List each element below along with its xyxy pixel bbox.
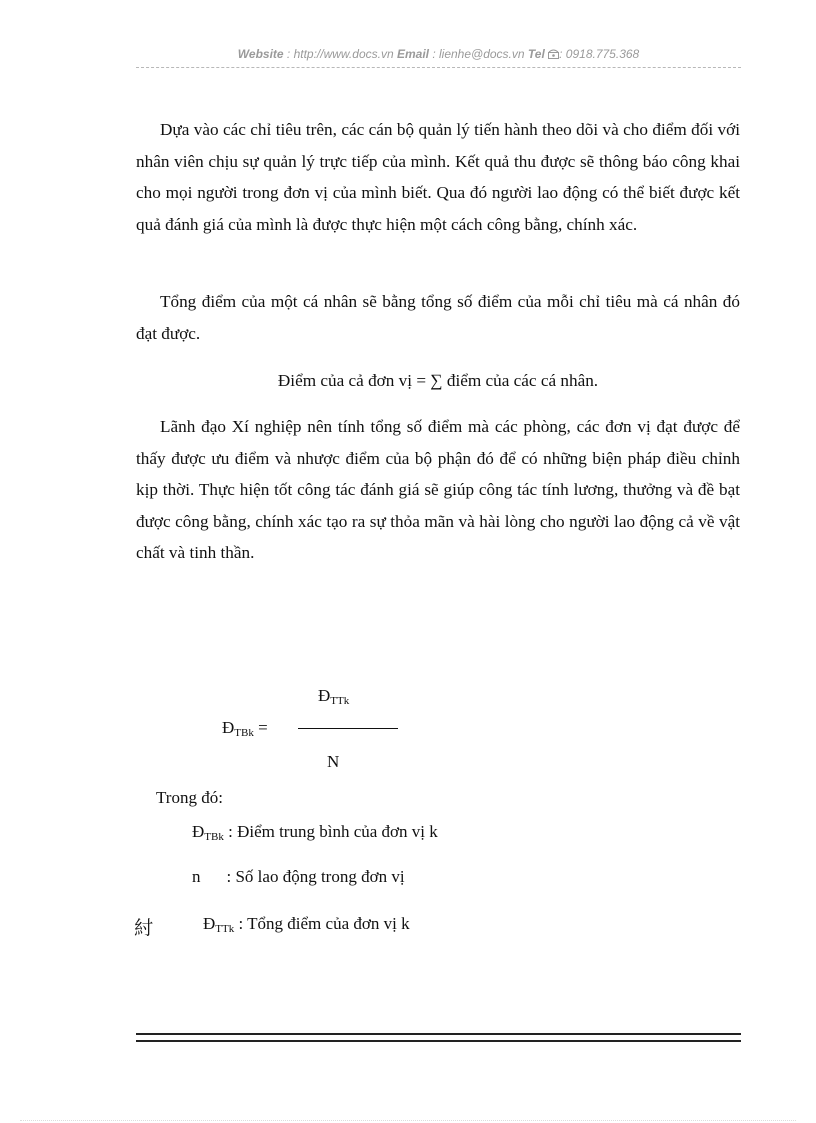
tel-number: : 0918.775.368 bbox=[559, 47, 640, 61]
legend-item-average: $Đ_{TBk}$ : Điểm trung bình của đơn vị k bbox=[192, 822, 438, 843]
website-label: Website bbox=[237, 47, 284, 61]
email-address[interactable]: : lienhe@docs.vn bbox=[428, 47, 528, 61]
page-bottom-border bbox=[20, 1120, 796, 1121]
legend-item-total: $Đ_{TTk}$ : Tổng điểm của đơn vị k bbox=[203, 914, 410, 935]
formula-numerator: $Đ_{TTk}$ bbox=[318, 686, 350, 707]
tel-label: Tel bbox=[527, 47, 545, 61]
paragraph-total-score: Tổng điểm của một cá nhân sẽ bằng tổng số điểm của mỗi chỉ tiêu mà cá nhân đó đạt được. bbox=[136, 292, 740, 343]
website-url[interactable]: : http://www.docs.vn bbox=[283, 47, 397, 61]
formula-lhs: $Đ_{TBk}$ = bbox=[222, 718, 268, 739]
footer-rule bbox=[136, 1033, 741, 1042]
legend-item-workers: n : Số lao động trong đơn vị bbox=[192, 867, 405, 886]
paragraph-leadership: Lãnh đạo Xí nghiệp nên tính tổng số điểm mà các phòng, các đơn vị đạt được để thấy được ưu điểm và nhược điểm của bộ phận đó để có những biện pháp điều chỉnh kịp thời. Thực hiện tốt công tác đánh giá sẽ giúp công tác tính lương, thưởng và đề bạt được công bằng, chính xác tạo ra sự thỏa mãn và hài lòng cho người lao động cả về vật chất và tinh thần. bbox=[136, 417, 740, 562]
paragraph-evaluation: Dựa vào các chỉ tiêu trên, các cán bộ quản lý tiến hành theo dõi và cho điểm đối với nhân viên chịu sự quản lý trực tiếp của mình. Kết quả thu được sẽ thông báo công khai cho mọi người trong đơn vị của mình biết. Qua đó người lao động có thể biết được kết quả đánh giá của mình là được thực hiện một cách công bằng, chính xác. bbox=[136, 120, 740, 234]
fraction-bar bbox=[298, 728, 398, 729]
stray-glyph: 紂 bbox=[134, 918, 154, 939]
email-label: Email bbox=[396, 47, 429, 61]
page-header bbox=[136, 47, 741, 61]
formula-denominator: N bbox=[327, 752, 340, 771]
legend-title: Trong đó: bbox=[156, 788, 223, 807]
unit-score-formula: Điểm của cả đơn vị = ∑ điểm của các cá nhân. bbox=[277, 371, 599, 390]
phone-icon bbox=[548, 47, 559, 61]
header-rule bbox=[136, 67, 741, 68]
